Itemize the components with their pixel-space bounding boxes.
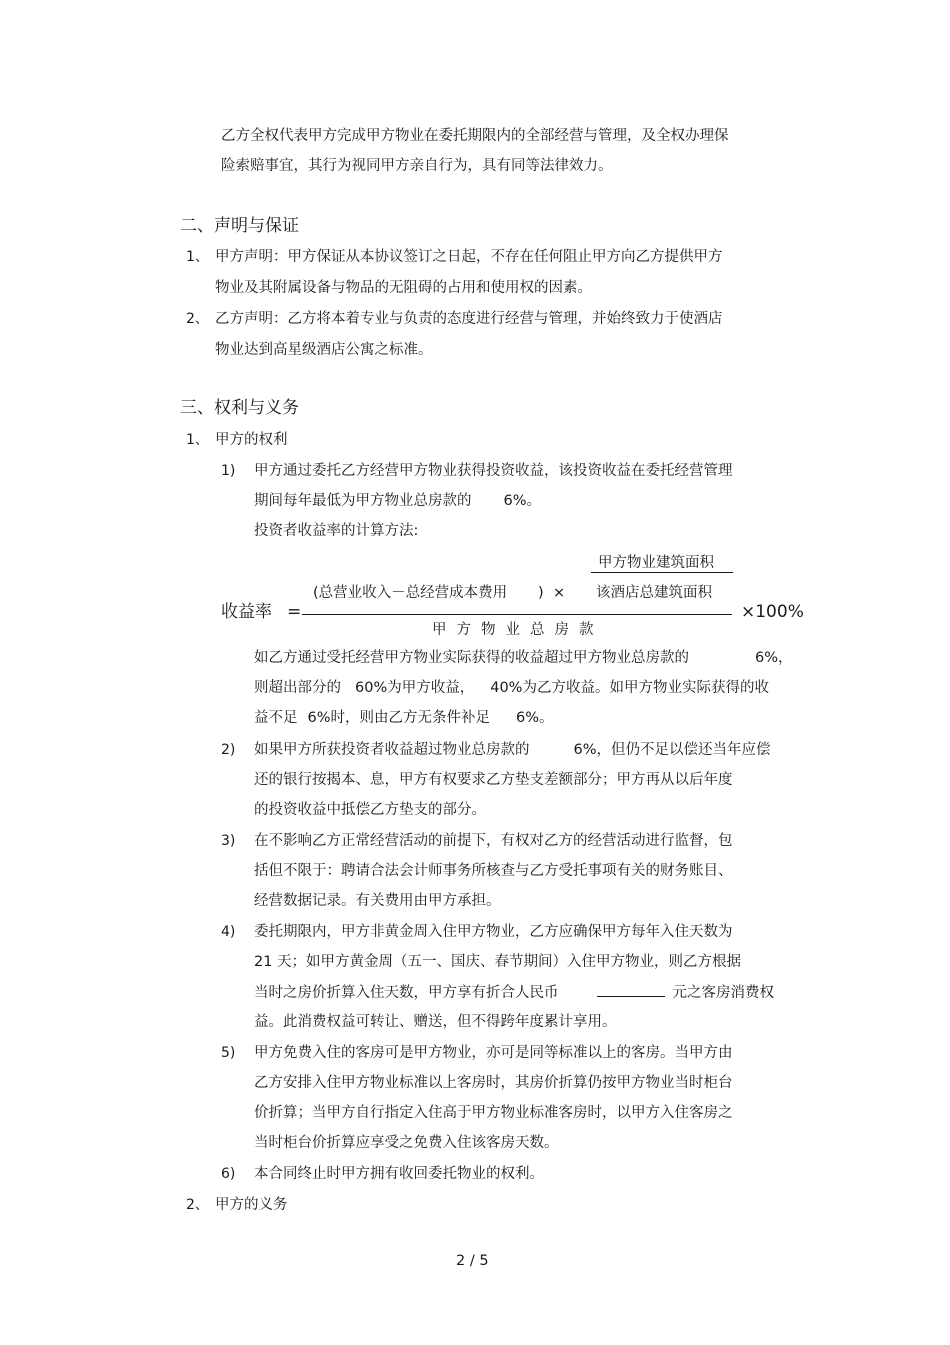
item-1-line-1: 甲方通过委托乙方经营甲方物业获得投资收益，该投资收益在委托经营管理: [254, 463, 733, 479]
item-1-line-2a: 期间每年最低为甲方物业总房款的: [254, 493, 472, 509]
s3-sub-2-num: 2、: [186, 1197, 209, 1213]
item-3-line-1: 在不影响乙方正常经营活动的前提下，有权对乙方的经营活动进行监督，包: [254, 833, 733, 849]
item-6-line-1: 本合同终止时甲方拥有收回委托物业的权利。: [254, 1166, 544, 1182]
s2-item-2-line-1: 乙方声明：乙方将本着专业与负责的态度进行经营与管理，并始终致力于使酒店: [215, 311, 723, 327]
formula-tail: ×100%: [741, 602, 804, 622]
formula-equals: =: [287, 602, 302, 622]
s3-sub-1-label: 甲方的权利: [215, 432, 288, 448]
after-formula-3c: 6%。: [516, 710, 554, 726]
formula-lhs: 收益率: [221, 602, 272, 622]
item-4-line-2: 21 天；如甲方黄金周（五一、国庆、春节期间）入住甲方物业，则乙方根据: [254, 954, 742, 970]
s2-item-1-line-1: 甲方声明：甲方保证从本协议签订之日起，不存在任何阻止甲方向乙方提供甲方: [215, 249, 723, 265]
item-3-num: 3): [221, 833, 236, 849]
after-formula-line-3: [254, 708, 554, 728]
item-2-line-3: 的投资收益中抵偿乙方垫支的部分。: [254, 802, 486, 818]
item-4-num: 4): [221, 924, 236, 940]
item-1-pct: 6%。: [503, 493, 542, 509]
item-1-line-3: 投资者收益率的计算方法:: [254, 523, 419, 539]
item-4-line-4: 益。此消费权益可转让、赠送，但不得跨年度累计享用。: [254, 1014, 617, 1030]
after-formula-2c: 40%为乙方收益。如甲方物业实际获得的收: [490, 680, 769, 696]
intro-line-2: 险索赔事宜，其行为视同甲方亲自行为，具有同等法律效力。: [221, 158, 613, 174]
section-3-title: 三、权利与义务: [180, 398, 299, 418]
after-formula-3b: 6%时，则由乙方无条件补足: [307, 710, 491, 726]
amount-blank: [597, 982, 665, 997]
s2-item-2-line-2: 物业达到高星级酒店公寓之标准。: [215, 342, 433, 358]
formula-inner-denominator: 该酒店总建筑面积: [596, 585, 712, 601]
item-5-num: 5): [221, 1045, 236, 1061]
item-2-line-1: [254, 740, 771, 760]
page-number: 2 / 5: [456, 1253, 489, 1269]
s3-sub-1-num: 1、: [186, 432, 209, 448]
s2-item-2-num: 2、: [186, 311, 209, 327]
item-4-line-3b: 元之客房消费权: [672, 985, 774, 1001]
after-formula-line-1: [254, 648, 793, 668]
item-4-line-3: [254, 982, 774, 1003]
formula-inner-numerator: 甲方物业建筑面积: [598, 555, 714, 571]
formula-inner-fraction-bar: [591, 572, 733, 573]
section-2-title: 二、声明与保证: [180, 216, 299, 236]
item-4-line-3a: 当时之房价折算入住天数，甲方享有折合人民币: [254, 985, 559, 1001]
after-formula-line-2: [254, 678, 769, 698]
item-5-line-4: 当时柜台价折算应享受之免费入住该客房天数。: [254, 1135, 559, 1151]
formula-main-fraction-bar: [302, 614, 732, 615]
item-4-line-1: 委托期限内，甲方非黄金周入住甲方物业，乙方应确保甲方每年入住天数为: [254, 924, 733, 940]
s2-item-1-num: 1、: [186, 249, 209, 265]
item-6-num: 6): [221, 1166, 236, 1182]
formula-term-a: (总营业收入－总经营成本费用: [313, 585, 508, 601]
item-5-line-1: 甲方免费入住的客房可是甲方物业，亦可是同等标准以上的客房。当甲方由: [254, 1045, 733, 1061]
after-formula-3a: 益不足: [254, 710, 298, 726]
item-5-line-3: 价折算；当甲方自行指定入住高于甲方物业标准客房时，以甲方入住客房之: [254, 1105, 733, 1121]
item-2-line-1b: 6%，但仍不足以偿还当年应偿: [573, 742, 771, 758]
intro-line-1: 乙方全权代表甲方完成甲方物业在委托期限内的全部经营与管理，及全权办理保: [221, 128, 729, 144]
item-1-line-2: [254, 491, 541, 511]
after-formula-2a: 则超出部分的: [254, 680, 341, 696]
item-3-line-2: 括但不限于：聘请合法会计师事务所核查与乙方受托事项有关的财务账目、: [254, 863, 733, 879]
formula-denominator: 甲方物业总房款: [432, 622, 604, 638]
item-5-line-2: 乙方安排入住甲方物业标准以上客房时，其房价折算仍按甲方物业当时柜台: [254, 1075, 733, 1091]
item-2-line-2: 还的银行按揭本、息，甲方有权要求乙方垫支差额部分；甲方再从以后年度: [254, 772, 733, 788]
item-2-num: 2): [221, 742, 236, 758]
after-formula-2b: 60%为甲方收益，: [355, 680, 475, 696]
after-formula-1a: 如乙方通过受托经营甲方物业实际获得的收益超过甲方物业总房款的: [254, 650, 689, 666]
formula-term-b: ): [538, 585, 544, 601]
formula-times-sign: ×: [553, 585, 566, 601]
item-3-line-3: 经营数据记录。有关费用由甲方承担。: [254, 893, 501, 909]
item-1-num: 1): [221, 463, 236, 479]
s3-sub-2-label: 甲方的义务: [215, 1197, 288, 1213]
item-2-line-1a: 如果甲方所获投资者收益超过物业总房款的: [254, 742, 530, 758]
s2-item-1-line-2: 物业及其附属设备与物品的无阻碍的占用和使用权的因素。: [215, 280, 592, 296]
after-formula-1b: 6%，: [755, 650, 793, 666]
